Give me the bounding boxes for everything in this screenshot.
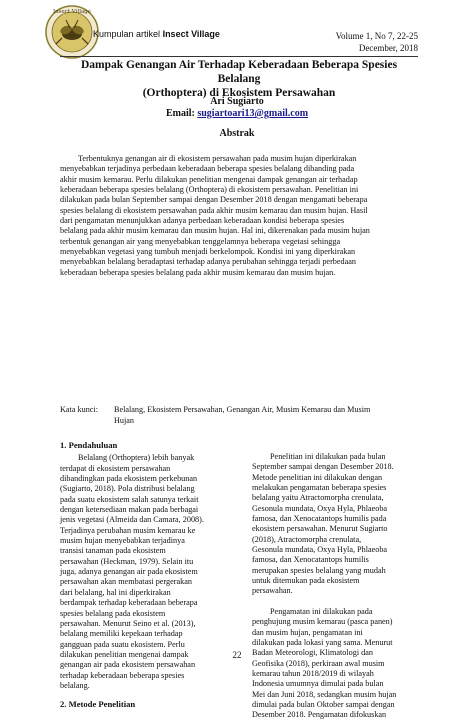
keywords <box>60 405 370 426</box>
abstract-body <box>60 154 418 278</box>
introduction-line: juga, adanya genangan air pada ekosistem <box>60 567 198 577</box>
methods-line: September sampai dengan Desember 2018. <box>252 462 394 472</box>
keywords-text: Belalang, Ekosistem Persawahan, Genangan Air, Musim Kemarau dan Musim <box>114 405 371 414</box>
methods-line: dilakukan pada lokasi yang sama. Menurut <box>252 637 393 647</box>
header-rule <box>60 56 418 57</box>
methods-line: famosa, dan Xenocatantops humilis pada <box>252 514 387 524</box>
author-name: Ari Sugiarto <box>210 96 264 107</box>
introduction-line: (Sugiarto, 2018). Pola distribusi belalang <box>60 484 195 494</box>
methods-line: kemarau tahun 2018/2019 di wilayah <box>252 668 374 678</box>
abstract-line: terbentuk genangan air yang menyebabkan tenggelamnya beberapa vegetasi sehingga <box>60 236 341 246</box>
methods-line: Badan Meteorologi, Klimatologi dan <box>252 648 373 658</box>
volume-number: Volume 1, No 7, 22-25 <box>335 31 418 41</box>
page-number: 22 <box>232 650 242 660</box>
introduction-line: jenis vegetasi (Almeida dan Camara, 2008). <box>60 515 204 525</box>
methods-line: dan musim hujan, pengamatan ini <box>252 627 363 637</box>
methods-line: belalang yaitu Atractomorpha crenulata, <box>252 493 384 503</box>
introduction-line: belalang memiliki kepekaan terhadap <box>60 629 183 639</box>
introduction-line: pada suatu ekosistem salah satunya terkait <box>60 494 199 504</box>
methods-line: Metode penelitian ini dilakukan dengan <box>252 472 383 482</box>
paper-title: Dampak Genangan Air Terhadap Keberadaan Beberapa Spesies Belalang (Orthoptera) di Ekosistem Persawahan <box>80 59 398 99</box>
section-heading-methods: 2. Metode Penelitian <box>60 699 136 710</box>
introduction-line: dibandingkan pada ekosistem perkebunan <box>60 474 198 484</box>
introduction-line: persawahan (Heckman, 1979). Selain itu <box>60 556 194 566</box>
methods-line: merupakan spesies belalang yang mudah <box>252 565 386 575</box>
methods-line: Penelitian ini dilakukan pada bulan <box>270 452 386 461</box>
abstract-line: spesies belalang di ekosistem persawahan pada akhir musim kemarau dan musim hujan. Hasil <box>60 205 368 215</box>
methods-line: penghujung musim kemarau (pasca panen) <box>252 617 393 627</box>
methods-line: persawahan. <box>252 586 293 596</box>
abstract-line: dari pengamatan menunjukkan adanya perbedaan keberadaan kondisi beberapa spesies <box>60 216 345 226</box>
introduction-line: genangan air pada ekosistem persawahan <box>60 660 196 670</box>
abstract-line: menyebabkan terjadinya perbedaan keberadaan beberapa spesies belalang dibanding pada <box>60 164 355 174</box>
keywords-text-cont: Hujan <box>114 415 135 425</box>
abstract-line: Terbentuknya genangan air di ekosistem persawahan pada musim hujan diperkirakan <box>78 154 357 163</box>
journal-brand: Kumpulan artikel Insect Village <box>93 29 220 39</box>
abstract-line: akhir musim kemarau. Perlu dilakukan penelitian mengenai dampak genangan air terhadap <box>60 174 358 184</box>
methods-line: famosa, dan Xenocatantops humilis <box>252 555 369 565</box>
methods-line: dimulai pada bulan Oktober sampai dengan <box>252 699 395 709</box>
email-link[interactable]: sugiartoari13@gmail.com <box>197 108 309 119</box>
abstract-line: menyebabkan vegetasi yang tumbuh menjadi berkelompok. Kondisi ini yang diperkirakan <box>60 247 356 257</box>
introduction-line: Belalang (Orthoptera) lebih banyak <box>78 453 195 463</box>
methods-line: Geofisika (2018), perkiraan awal musim <box>252 658 385 668</box>
keywords-label: Kata kunci: <box>60 405 98 414</box>
methods-line: (2018), Atractomorpha crenulata, <box>252 534 362 544</box>
abstract-line: menyebabkan belalang beradaptasi terhadap adanya perubahan sehingga terjadi perbedaan <box>60 257 356 267</box>
volume-info <box>336 30 418 54</box>
abstract-line: dilakukan pada bulan September sampai dengan Desember 2018 dengan mengamati beberapa <box>60 195 368 205</box>
introduction-line: dengan ketersediaan makan pada berbagai <box>60 505 199 515</box>
introduction-line: berdampak terhadap keberadaan beberapa <box>60 598 198 608</box>
introduction-line: Terjadinya perubahan musim kemarau ke <box>60 525 196 535</box>
svg-text:Insect Village: Insect Village <box>52 9 92 15</box>
methods-line: Gesonula mundata, Oxya Hyla, Phlaeoba <box>252 503 388 513</box>
abstract-line: keberadaan beberapa spesies belalang (Orthoptera) di ekosistem persawahan. Penelitian ini <box>60 185 359 195</box>
methods-line: melakukan pengamatan beberapa spesies <box>252 483 387 493</box>
abstract-line: keberadaan beberapa spesies belalang pada akhir musim kemarau dan musim hujan. <box>60 267 336 277</box>
introduction-line: dari belalang, hal ini diperkirakan <box>60 587 171 597</box>
introduction-line: transisi tanaman pada ekosistem <box>60 546 166 556</box>
insect-village-logo <box>44 4 100 60</box>
introduction-line: persawahan akan membatasi pergerakan <box>60 577 192 587</box>
introduction-line: gangguan pada suatu ekosistem. Perlu <box>60 639 185 649</box>
section-heading-introduction: 1. Pendahuluan <box>60 440 118 450</box>
right-column <box>252 452 418 721</box>
abstract-line: belalang pada akhir musim kemarau dan musim hujan. Hal ini, dikerenakan pada musim hujan <box>60 226 370 236</box>
methods-line: untuk ditemukan pada ekosistem <box>252 576 360 586</box>
methods-line: ekosistem persawahan. Menurut Sugiarto <box>252 524 388 534</box>
introduction-line: terdapat di ekosistem persawahan <box>60 463 171 473</box>
issue-date: December, 2018 <box>358 43 418 53</box>
methods-line: Desember 2018. Pengamatan difokuskan <box>252 710 387 720</box>
introduction-line: persawahan. Menurut Seino et al. (2013), <box>60 618 196 628</box>
methods-line: Pengamatan ini dilakukan pada <box>270 606 373 616</box>
author-email: Email: sugiartoari13@gmail.com <box>165 108 309 119</box>
introduction-line: terhadap keberadaan beberapa spesies <box>60 670 185 680</box>
methods-paragraph-1 <box>252 452 418 597</box>
methods-line: Gesonula mundata, Oxya Hyla, Phlaeoba <box>252 545 388 555</box>
left-column <box>60 440 240 710</box>
introduction-line: belalang. <box>60 680 90 690</box>
methods-line: Indonesia umumnya dimulai pada bulan <box>252 679 384 689</box>
abstract-heading: Abstrak <box>219 128 255 139</box>
introduction-line: spesies belalang pada ekosistem <box>60 608 166 618</box>
methods-line: Mei dan Juni 2018, sedangkan musim hujan <box>252 689 397 699</box>
introduction-line: musim hujan menyebabkan terjadinya <box>60 536 185 546</box>
introduction-line: dilakukan penelitian mengenai dampak <box>60 649 189 659</box>
methods-paragraph-2 <box>252 607 418 721</box>
